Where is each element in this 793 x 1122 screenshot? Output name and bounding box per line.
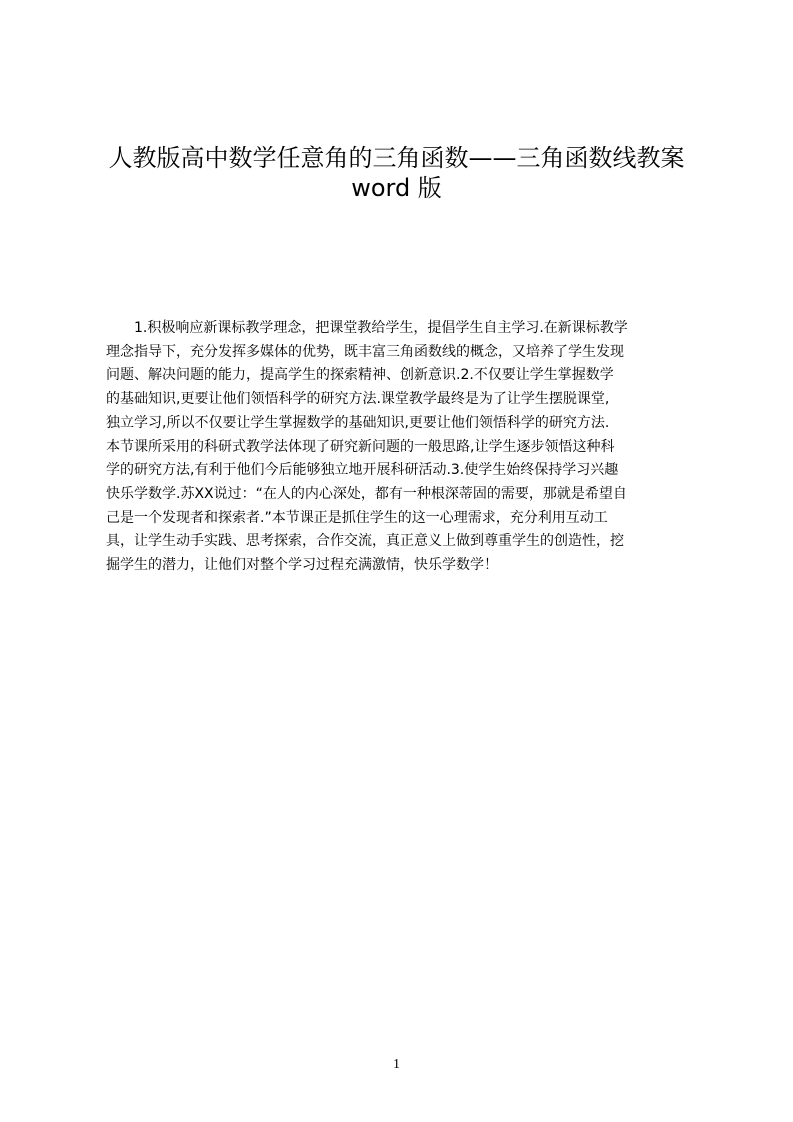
body-paragraph [106,317,706,578]
body-line-10: 具，让学生动手实践、思考探索，合作交流，真正意义上做到尊重学生的创造性，挖 [106,533,624,550]
body-line-5: 独立学习,所以不仅要让学生掌握数学的基础知识,更要让他们领悟科学的研究方法. [106,414,610,431]
body-line-8: 快乐学数学.苏XX说过：“在人的内心深处，都有一种根深蒂固的需要，那就是希望自 [106,485,627,502]
document-title [40,143,753,203]
body-line-11: 掘学生的潜力，让他们对整个学习过程充满激情，快乐学数学！ [106,557,498,574]
body-line-6: 本节课所采用的科研式教学法体现了研究新问题的一般思路,让学生逐步领悟这种科 [106,438,615,455]
body-line-9: 己是一个发现者和探索者.”本节课正是抓住学生的这一心理需求，充分利用互动工 [106,509,608,526]
title-line-1: 人教版高中数学任意角的三角函数——三角函数线教案 [108,144,685,172]
body-line-3: 问题、解决问题的能力，提高学生的探索精神、创新意识.2.不仅要让学生掌握数学 [106,367,614,384]
body-line-1: 1.积极响应新课标教学理念，把课堂教给学生，提倡学生自主学习.在新课标教学 [134,320,628,336]
body-line-4: 的基础知识,更要让他们领悟科学的研究方法.课堂教学最终是为了让学生摆脱课堂, [106,391,610,408]
body-line-7: 学的研究方法,有利于他们今后能够独立地开展科研活动.3.使学生始终保持学习兴趣 [106,462,619,479]
page-number: 1 [393,1057,400,1072]
title-line-2: word 版 [351,174,442,202]
body-line-2: 理念指导下，充分发挥多媒体的优势，既丰富三角函数线的概念，又培养了学生发现 [106,343,624,360]
